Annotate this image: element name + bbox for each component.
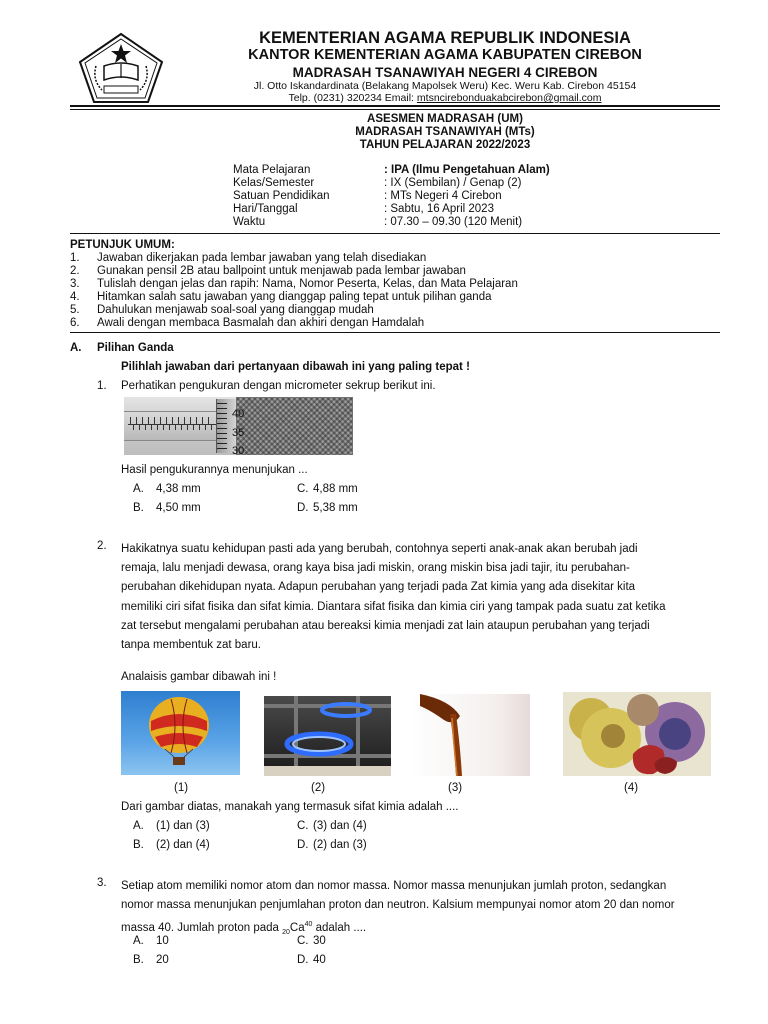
info-value: : MTs Negeri 4 Cirebon bbox=[384, 190, 502, 202]
question-prompt: Dari gambar diatas, manakah yang termasuk sifat kimia adalah .... bbox=[121, 801, 459, 813]
section-instruction: Pilihlah jawaban dari pertanyaan dibawah ini yang paling tepat ! bbox=[121, 361, 470, 373]
paragraph-line: perubahan dikehidupan nyata. Adapun perubahan yang terjadi pada Zat kimia yang ada disekitar kita bbox=[121, 581, 636, 594]
paragraph-line: zat tersebut mengalami perubahan atau bereaksi kimia menjadi zat lain ataupun perubahan yang terjadi bbox=[121, 619, 650, 632]
option-letter: D. bbox=[297, 502, 309, 514]
info-value: : Sabtu, 16 April 2023 bbox=[384, 203, 494, 215]
option-letter: B. bbox=[133, 954, 144, 966]
instructions-divider bbox=[70, 332, 720, 333]
kemenag-logo-icon bbox=[78, 32, 164, 104]
paragraph-line: Setiap atom memiliki nomor atom dan nomor massa. Nomor massa menunjukan jumlah proton, sedangkan bbox=[121, 880, 667, 892]
question-text: Perhatikan pengukuran dengan micrometer sekrup berikut ini. bbox=[121, 380, 436, 392]
instruction-text: Dahulukan menjawab soal-soal yang dianggap mudah bbox=[97, 304, 374, 316]
info-value: : 07.30 – 09.30 (120 Menit) bbox=[384, 216, 523, 228]
image-caption: (3) bbox=[448, 782, 463, 794]
info-label: Hari/Tanggal bbox=[233, 203, 298, 215]
info-value: : IPA (Ilmu Pengetahuan Alam) bbox=[384, 164, 550, 176]
instruction-number: 3. bbox=[70, 278, 80, 290]
instruction-number: 5. bbox=[70, 304, 80, 316]
instruction-number: 1. bbox=[70, 252, 80, 264]
section-title: Pilihan Ganda bbox=[97, 342, 174, 354]
paragraph-line: memiliki ciri sifat fisika dan sifat kimia. Diantara sifat fisika dan kimia ciri yang tampak pada suatu zat ketika bbox=[121, 600, 666, 613]
option-letter: A. bbox=[133, 820, 144, 832]
question-prompt: Hasil pengukurannya menunjukan ... bbox=[121, 464, 308, 476]
question-number: 3. bbox=[97, 877, 107, 889]
question-number: 1. bbox=[97, 380, 107, 392]
instruction-number: 2. bbox=[70, 265, 80, 277]
option-text[interactable]: 4,50 mm bbox=[156, 502, 201, 514]
option-text[interactable]: 10 bbox=[156, 935, 169, 947]
exam-title: ASESMEN MADRASAH (UM) bbox=[367, 113, 523, 125]
option-text[interactable]: 5,38 mm bbox=[313, 502, 358, 514]
ministry-title: KEMENTERIAN AGAMA REPUBLIK INDONESIA bbox=[259, 29, 631, 47]
exam-school-type: MADRASAH TSANAWIYAH (MTs) bbox=[355, 126, 535, 138]
paragraph-line: Hakikatnya suatu kehidupan pasti ada yang berubah, contohnya seperti anak-anak akan berubah jadi bbox=[121, 543, 638, 555]
info-value: : IX (Sembilan) / Genap (2) bbox=[384, 177, 522, 189]
office-title: KANTOR KEMENTERIAN AGAMA KABUPATEN CIREBON bbox=[248, 47, 642, 63]
mass-number: 40 bbox=[304, 921, 313, 929]
image-caption: (4) bbox=[624, 782, 639, 794]
header-divider-thick bbox=[70, 105, 720, 107]
option-letter: B. bbox=[133, 502, 144, 514]
option-letter: D. bbox=[297, 954, 309, 966]
paragraph-line: nomor massa menunjukan penjumlahan proton dan neutron. Kalsium mempunyai nomor atom 20 dan nomor bbox=[121, 899, 675, 912]
option-letter: C. bbox=[297, 820, 309, 832]
paragraph-line bbox=[121, 915, 719, 942]
option-letter: C. bbox=[297, 935, 309, 947]
exam-year: TAHUN PELAJARAN 2022/2023 bbox=[359, 139, 531, 151]
option-text[interactable]: (2) dan (3) bbox=[313, 839, 367, 851]
info-divider bbox=[70, 233, 720, 234]
paragraph-line: tanpa membentuk zat baru. bbox=[121, 639, 261, 652]
option-letter: A. bbox=[133, 935, 144, 947]
instruction-text: Tulislah dengan jelas dan rapih: Nama, Nomor Peserta, Kelas, dan Mata Pelajaran bbox=[97, 278, 518, 290]
scale-label: 40 bbox=[232, 408, 245, 420]
scale-label: 35 bbox=[232, 427, 245, 439]
option-text[interactable]: (1) dan (3) bbox=[156, 820, 210, 832]
school-address: Jl. Otto Iskandardinata (Belakang Mapolsek Weru) Kec. Weru Kab. Cirebon 45154 bbox=[253, 80, 637, 92]
instruction-number: 6. bbox=[70, 317, 80, 329]
question-paragraph bbox=[121, 877, 719, 943]
hot-air-balloon-image bbox=[121, 691, 240, 775]
option-letter: D. bbox=[297, 839, 309, 851]
instruction-text: Gunakan pensil 2B atau ballpoint untuk menjawab pada lembar jawaban bbox=[97, 265, 466, 277]
info-label: Mata Pelajaran bbox=[233, 164, 311, 176]
gas-stove-flame-image bbox=[264, 696, 391, 776]
option-text[interactable]: 40 bbox=[313, 954, 326, 966]
image-caption: (2) bbox=[311, 782, 326, 794]
question-paragraph bbox=[121, 540, 719, 655]
option-text[interactable]: (3) dan (4) bbox=[313, 820, 367, 832]
question-text: massa 40. Jumlah proton pada bbox=[121, 922, 283, 935]
pouring-syrup-image bbox=[410, 694, 530, 776]
option-text[interactable]: 4,38 mm bbox=[156, 483, 201, 495]
section-letter: A. bbox=[70, 342, 82, 354]
school-title: MADRASAH TSANAWIYAH NEGERI 4 CIREBON bbox=[292, 65, 598, 80]
option-text[interactable]: 20 bbox=[156, 954, 169, 966]
paragraph-line: remaja, lalu menjadi dewasa, orang kaya bisa jadi miskin, orang miskin bisa jadi tajir, itu perubahan- bbox=[121, 562, 630, 575]
question-number: 2. bbox=[97, 540, 107, 552]
option-text[interactable]: 4,88 mm bbox=[313, 483, 358, 495]
scale-label: 30 bbox=[232, 445, 245, 455]
instructions-title: PETUNJUK UMUM: bbox=[70, 239, 175, 251]
analyze-instruction: Analaisis gambar dibawah ini ! bbox=[121, 671, 277, 683]
element-symbol: Ca bbox=[289, 922, 305, 935]
option-text[interactable]: (2) dan (4) bbox=[156, 839, 210, 851]
contact-phone: Telp. (0231) 320234 Email: bbox=[288, 92, 417, 104]
instruction-text: Awali dengan membaca Basmalah dan akhiri dengan Hamdalah bbox=[97, 317, 425, 329]
info-label: Waktu bbox=[233, 216, 266, 228]
option-letter: C. bbox=[297, 483, 309, 495]
micrometer-image bbox=[124, 397, 353, 455]
info-label: Kelas/Semester bbox=[233, 177, 315, 189]
question-text: adalah .... bbox=[312, 922, 367, 935]
instruction-text: Hitamkan salah satu jawaban yang dianggap paling tepat untuk pilihan ganda bbox=[97, 291, 492, 303]
instruction-text: Jawaban dikerjakan pada lembar jawaban yang telah disediakan bbox=[97, 252, 427, 264]
option-letter: A. bbox=[133, 483, 144, 495]
option-letter: B. bbox=[133, 839, 144, 851]
header-divider-thin bbox=[70, 109, 720, 110]
rotten-fruits-image bbox=[563, 692, 711, 776]
school-email-link[interactable]: mtsncirebonduakabcirebon@gmail.com bbox=[416, 92, 602, 104]
info-label: Satuan Pendidikan bbox=[233, 190, 330, 202]
atomic-number: 20 bbox=[282, 929, 290, 937]
image-caption: (1) bbox=[174, 782, 189, 794]
school-contact bbox=[200, 92, 690, 104]
option-text[interactable]: 30 bbox=[313, 935, 326, 947]
instruction-number: 4. bbox=[70, 291, 80, 303]
